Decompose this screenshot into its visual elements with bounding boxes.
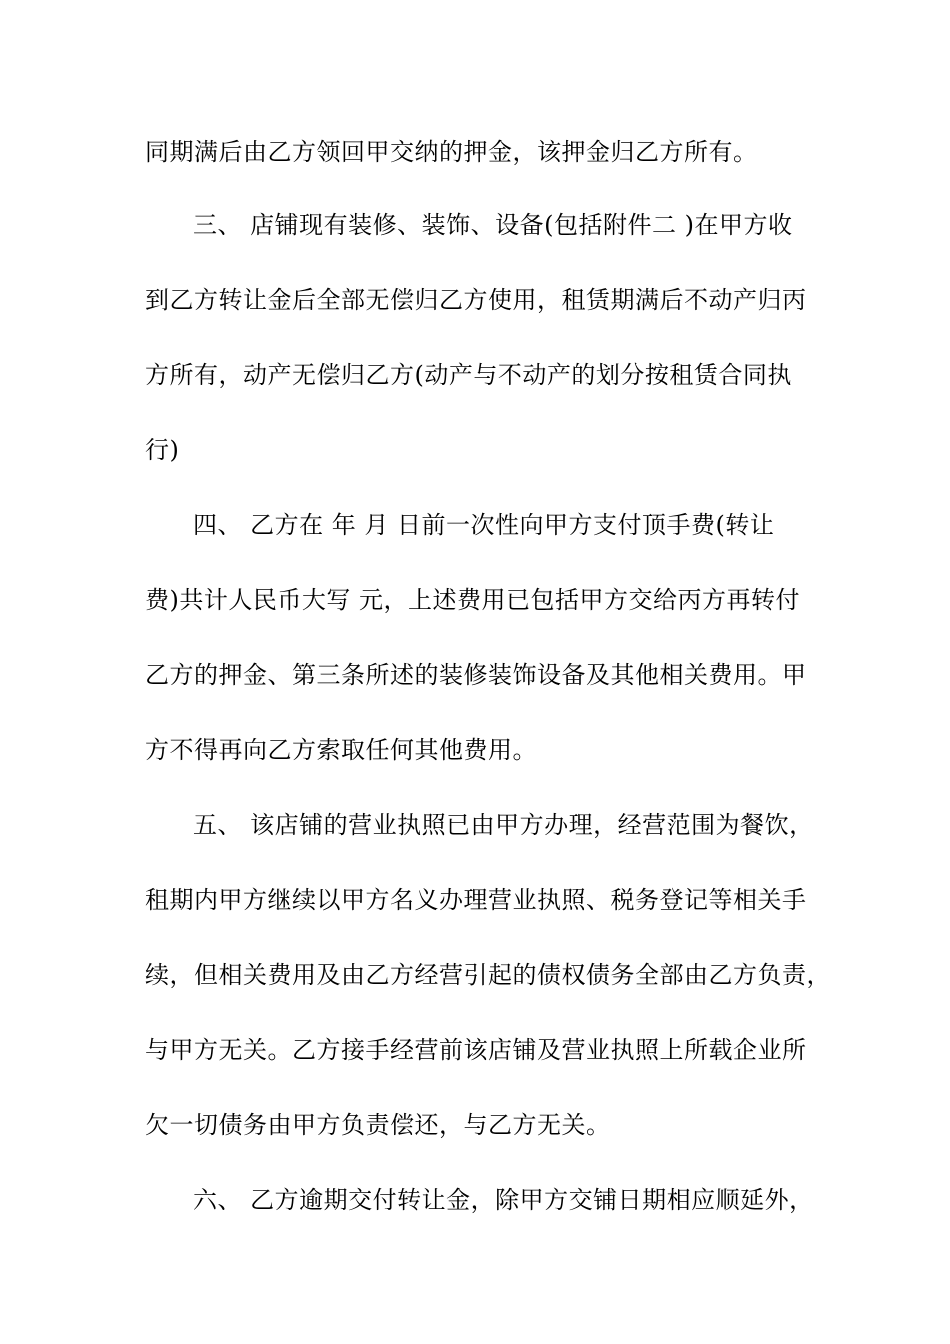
text-line: 乙方的押金、第三条所述的装修装饰设备及其他相关费用。甲 [145, 661, 807, 689]
text-line: 同期满后由乙方领回甲交纳的押金，该押金归乙方所有。 [145, 138, 758, 166]
text-line: 与甲方无关。乙方接手经营前该店铺及营业执照上所载企业所 [145, 1036, 807, 1064]
text-line: 租期内甲方继续以甲方名义办理营业执照、税务登记等相关手 [145, 886, 807, 914]
text-line: 行) [145, 436, 180, 464]
text-line: 续，但相关费用及由乙方经营引起的债权债务全部由乙方负责， [145, 961, 831, 989]
text-line: 到乙方转让金后全部无偿归乙方使用，租赁期满后不动产归丙 [145, 286, 807, 314]
clause-4-heading-line: 四、 乙方在 年 月 日前一次性向甲方支付顶手费(转让 [193, 511, 775, 539]
text-line: 欠一切债务由甲方负责偿还，与乙方无关。 [145, 1111, 611, 1139]
clause-6-heading-line: 六、 乙方逾期交付转让金，除甲方交铺日期相应顺延外， [193, 1186, 814, 1214]
text-line: 方不得再向乙方索取任何其他费用。 [145, 736, 537, 764]
text-line: 方所有，动产无偿归乙方(动产与不动产的划分按租赁合同执 [145, 361, 792, 389]
text-line: 费)共计人民币大写 元，上述费用已包括甲方交给丙方再转付 [145, 586, 800, 614]
clause-3-heading-line: 三、 店铺现有装修、装饰、设备(包括附件二 )在甲方收 [193, 211, 793, 239]
clause-5-heading-line: 五、 该店铺的营业执照已由甲方办理，经营范围为餐饮， [193, 811, 814, 839]
